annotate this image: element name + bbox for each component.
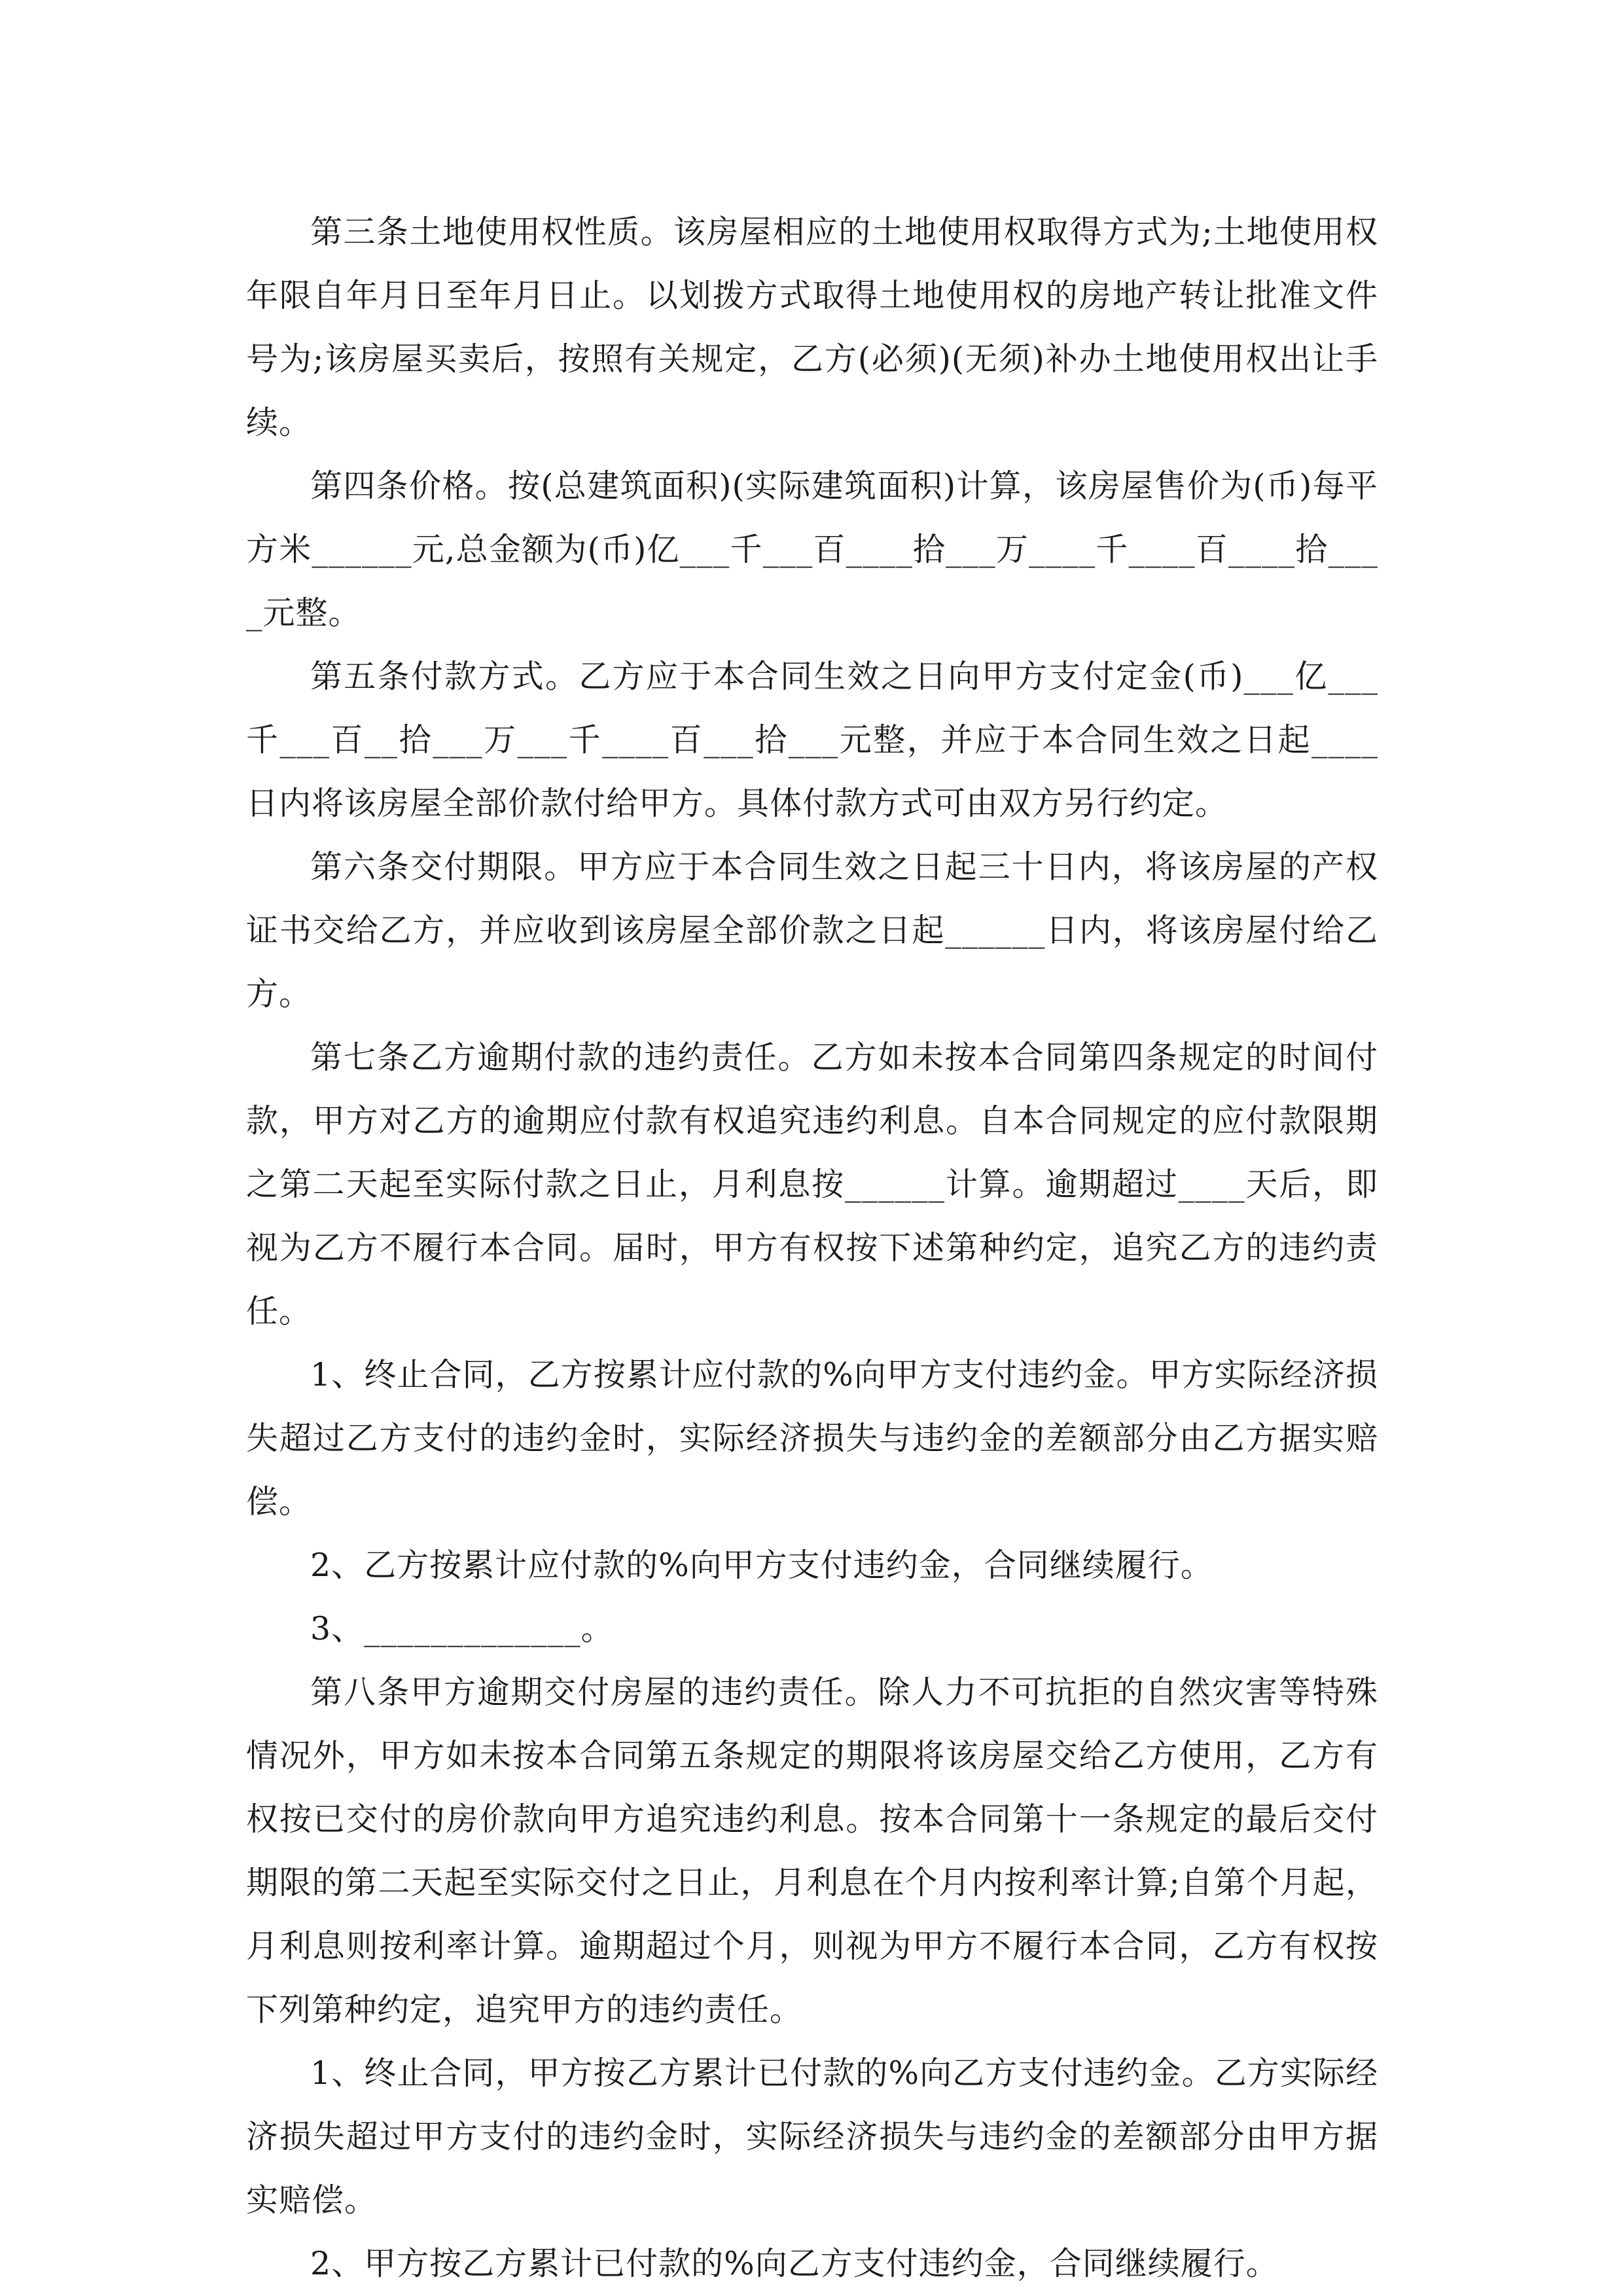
article-4-price: 第四条价格。按(总建筑面积)(实际建筑面积)计算，该房屋售价为(币)每平方米______元,总金额为(币)亿___千___百____拾___万____千____百____拾____元整。 bbox=[246, 467, 1378, 632]
article-7-item-2: 2、乙方按累计应付款的%向甲方支付违约金，合同继续履行。 bbox=[310, 1547, 1213, 1584]
article-6-delivery: 第六条交付期限。甲方应于本合同生效之日起三十日内，将该房屋的产权证书交给乙方，并应收到该房屋全部价款之日起______日内，将该房屋付给乙方。 bbox=[246, 848, 1378, 1013]
article-8-seller-default: 第八条甲方逾期交付房屋的违约责任。除人力不可抗拒的自然灾害等特殊情况外，甲方如未按本合同第五条规定的期限将该房屋交给乙方使用，乙方有权按已交付的房价款向甲方追究违约利息。按本合同第十一条规定的最后交付期限的第二天起至实际交付之日止，月利息在个月内按利率计算;自第个月起，月利息则按利率计算。逾期超过个月，则视为甲方不履行本合同，乙方有权按下列第种约定，追究甲方的违约责任。 bbox=[246, 1674, 1378, 2028]
article-7-buyer-default: 第七条乙方逾期付款的违约责任。乙方如未按本合同第四条规定的时间付款，甲方对乙方的逾期应付款有权追究违约利息。自本合同规定的应付款限期之第二天起至实际付款之日止，月利息按______计算。逾期超过____天后，即视为乙方不履行本合同。届时，甲方有权按下述第种约定，追究乙方的违约责任。 bbox=[246, 1039, 1378, 1330]
article-8-item-1: 1、终止合同，甲方按乙方累计已付款的%向乙方支付违约金。乙方实际经济损失超过甲方支付的违约金时，实际经济损失与违约金的差额部分由甲方据实赔偿。 bbox=[246, 2054, 1378, 2219]
document-body bbox=[246, 200, 1378, 2295]
article-7-item-3: 3、_____________。 bbox=[310, 1610, 614, 1647]
article-5-payment: 第五条付款方式。乙方应于本合同生效之日向甲方支付定金(币)___亿___千___百__拾___万___千____百___拾___元整，并应于本合同生效之日起____日内将该房屋全部价款付给甲方。具体付款方式可由双方另行约定。 bbox=[246, 658, 1378, 822]
article-8-item-2: 2、甲方按乙方累计已付款的%向乙方支付违约金，合同继续履行。 bbox=[310, 2245, 1279, 2282]
article-7-item-1: 1、终止合同，乙方按累计应付款的%向甲方支付违约金。甲方实际经济损失超过乙方支付的违约金时，实际经济损失与违约金的差额部分由乙方据实赔偿。 bbox=[246, 1356, 1378, 1520]
article-3-land-use: 第三条土地使用权性质。该房屋相应的土地使用权取得方式为;土地使用权年限自年月日至年月日止。以划拨方式取得土地使用权的房地产转让批准文件号为;该房屋买卖后，按照有关规定，乙方(必须)(无须)补办土地使用权出让手续。 bbox=[246, 213, 1378, 441]
